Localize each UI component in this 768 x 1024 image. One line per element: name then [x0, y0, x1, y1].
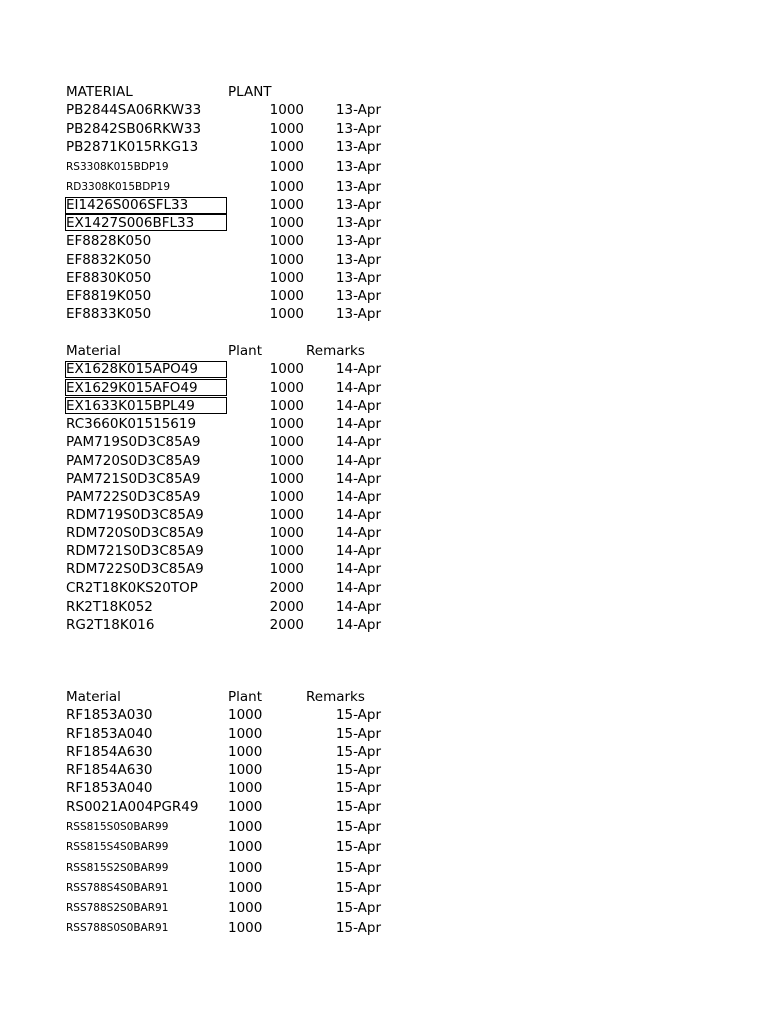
material-cell: RSS788S0S0BAR91	[66, 922, 169, 934]
table-row	[0, 859, 768, 877]
material-cell: RDM720S0D3C85A9	[66, 525, 204, 541]
material-cell: RF1854A630	[66, 744, 153, 760]
date-cell: 15-Apr	[335, 900, 381, 916]
plant-cell: 1000	[269, 159, 304, 175]
material-cell: RDM719S0D3C85A9	[66, 507, 204, 523]
date-cell: 13-Apr	[335, 252, 381, 268]
header-material: MATERIAL	[66, 84, 133, 100]
date-cell: 15-Apr	[335, 819, 381, 835]
table-row	[0, 706, 768, 724]
table-row	[0, 899, 768, 917]
plant-cell: 1000	[269, 252, 304, 268]
table-row	[0, 598, 768, 616]
material-cell: RF1853A040	[66, 780, 153, 796]
date-cell: 15-Apr	[335, 799, 381, 815]
table-row	[0, 488, 768, 506]
plant-cell: 1000	[269, 233, 304, 249]
table-header	[0, 83, 768, 101]
table-row	[0, 196, 768, 214]
date-cell: 14-Apr	[335, 361, 381, 377]
table-header	[0, 688, 768, 706]
table-row	[0, 415, 768, 433]
material-cell: EX1427S006BFL33	[66, 215, 195, 231]
material-cell: EX1629K015AFO49	[66, 380, 198, 396]
date-cell: 14-Apr	[335, 471, 381, 487]
plant-cell: 1000	[269, 102, 304, 118]
table-row	[0, 251, 768, 269]
header-material: Material	[66, 343, 121, 359]
plant-cell: 2000	[269, 617, 304, 633]
table-row	[0, 470, 768, 488]
plant-cell: 1000	[269, 471, 304, 487]
plant-cell: 1000	[269, 139, 304, 155]
header-remarks: Remarks	[306, 343, 365, 359]
material-cell: EX1628K015APO49	[66, 361, 198, 377]
date-cell: 14-Apr	[335, 398, 381, 414]
date-cell: 15-Apr	[335, 726, 381, 742]
plant-cell: 1000	[269, 416, 304, 432]
date-cell: 14-Apr	[335, 507, 381, 523]
material-cell: EF8819K050	[66, 288, 152, 304]
material-cell: PAM722S0D3C85A9	[66, 489, 201, 505]
plant-cell: 1000	[269, 453, 304, 469]
plant-cell: 1000	[269, 543, 304, 559]
table-row	[0, 452, 768, 470]
date-cell: 14-Apr	[335, 380, 381, 396]
header-plant: Plant	[228, 343, 263, 359]
material-cell: RK2T18K052	[66, 599, 153, 615]
plant-cell: 1000	[228, 726, 263, 742]
table-row	[0, 879, 768, 897]
table-row	[0, 524, 768, 542]
date-cell: 14-Apr	[335, 580, 381, 596]
date-cell: 15-Apr	[335, 780, 381, 796]
plant-cell: 1000	[269, 398, 304, 414]
plant-cell: 1000	[228, 900, 263, 916]
material-cell: RF1853A040	[66, 726, 153, 742]
date-cell: 14-Apr	[335, 561, 381, 577]
plant-cell: 1000	[269, 179, 304, 195]
plant-cell: 1000	[269, 507, 304, 523]
table-row	[0, 433, 768, 451]
plant-cell: 1000	[269, 434, 304, 450]
table-row	[0, 743, 768, 761]
material-cell: EX1633K015BPL49	[66, 398, 195, 414]
plant-cell: 1000	[269, 489, 304, 505]
table-row	[0, 397, 768, 415]
date-cell: 13-Apr	[335, 197, 381, 213]
date-cell: 13-Apr	[335, 121, 381, 137]
table-row	[0, 138, 768, 156]
header-plant: Plant	[228, 689, 263, 705]
table-row	[0, 761, 768, 779]
date-cell: 14-Apr	[335, 489, 381, 505]
material-cell: EF8833K050	[66, 306, 152, 322]
material-cell: PB2871K015RKG13	[66, 139, 199, 155]
material-cell: RC3660K01515619	[66, 416, 197, 432]
plant-cell: 1000	[228, 839, 263, 855]
material-cell: RD3308K015BDP19	[66, 181, 171, 193]
table-row	[0, 919, 768, 937]
date-cell: 13-Apr	[335, 270, 381, 286]
plant-cell: 1000	[228, 860, 263, 876]
plant-cell: 1000	[228, 780, 263, 796]
material-cell: PAM720S0D3C85A9	[66, 453, 201, 469]
material-cell: PB2842SB06RKW33	[66, 121, 202, 137]
plant-cell: 2000	[269, 580, 304, 596]
material-cell: RF1853A030	[66, 707, 153, 723]
date-cell: 13-Apr	[335, 139, 381, 155]
material-cell: RDM722S0D3C85A9	[66, 561, 204, 577]
date-cell: 14-Apr	[335, 543, 381, 559]
plant-cell: 1000	[228, 762, 263, 778]
table-row	[0, 818, 768, 836]
date-cell: 15-Apr	[335, 880, 381, 896]
plant-cell: 1000	[228, 707, 263, 723]
plant-cell: 2000	[269, 599, 304, 615]
table-row	[0, 178, 768, 196]
material-cell: RDM721S0D3C85A9	[66, 543, 204, 559]
plant-cell: 1000	[269, 197, 304, 213]
date-cell: 14-Apr	[335, 525, 381, 541]
table-row	[0, 305, 768, 323]
header-remarks: Remarks	[306, 689, 365, 705]
plant-cell: 1000	[269, 121, 304, 137]
table-row	[0, 214, 768, 232]
material-cell: RSS815S0S0BAR99	[66, 821, 169, 833]
date-cell: 15-Apr	[335, 920, 381, 936]
header-material: Material	[66, 689, 121, 705]
date-cell: 14-Apr	[335, 617, 381, 633]
material-cell: EI1426S006SFL33	[66, 197, 189, 213]
material-cell: RG2T18K016	[66, 617, 155, 633]
table-row	[0, 616, 768, 634]
material-cell: PB2844SA06RKW33	[66, 102, 202, 118]
header-plant: PLANT	[228, 84, 272, 100]
table-row	[0, 360, 768, 378]
table-header	[0, 342, 768, 360]
table-row	[0, 579, 768, 597]
date-cell: 15-Apr	[335, 762, 381, 778]
date-cell: 13-Apr	[335, 159, 381, 175]
table-row	[0, 232, 768, 250]
date-cell: 15-Apr	[335, 707, 381, 723]
plant-cell: 1000	[228, 920, 263, 936]
plant-cell: 1000	[269, 361, 304, 377]
plant-cell: 1000	[228, 799, 263, 815]
plant-cell: 1000	[269, 288, 304, 304]
table-row	[0, 506, 768, 524]
table-row	[0, 101, 768, 119]
table-row	[0, 560, 768, 578]
date-cell: 13-Apr	[335, 233, 381, 249]
material-cell: CR2T18K0KS20TOP	[66, 580, 198, 596]
table-row	[0, 158, 768, 176]
plant-cell: 1000	[269, 561, 304, 577]
table-row	[0, 542, 768, 560]
date-cell: 14-Apr	[335, 599, 381, 615]
table-row	[0, 798, 768, 816]
table-row	[0, 287, 768, 305]
date-cell: 15-Apr	[335, 839, 381, 855]
table-row	[0, 379, 768, 397]
material-cell: RSS815S4S0BAR99	[66, 841, 169, 853]
material-cell: EF8830K050	[66, 270, 152, 286]
date-cell: 15-Apr	[335, 744, 381, 760]
table-row	[0, 725, 768, 743]
material-cell: PAM721S0D3C85A9	[66, 471, 201, 487]
plant-cell: 1000	[269, 525, 304, 541]
date-cell: 14-Apr	[335, 453, 381, 469]
date-cell: 13-Apr	[335, 288, 381, 304]
plant-cell: 1000	[269, 380, 304, 396]
plant-cell: 1000	[269, 270, 304, 286]
material-cell: RSS788S2S0BAR91	[66, 902, 169, 914]
material-cell: RS3308K015BDP19	[66, 161, 169, 173]
table-row	[0, 779, 768, 797]
plant-cell: 1000	[228, 880, 263, 896]
material-cell: RF1854A630	[66, 762, 153, 778]
table-row	[0, 838, 768, 856]
date-cell: 13-Apr	[335, 179, 381, 195]
material-cell: EF8828K050	[66, 233, 152, 249]
material-cell: RSS815S2S0BAR99	[66, 862, 169, 874]
date-cell: 13-Apr	[335, 215, 381, 231]
table-row	[0, 120, 768, 138]
date-cell: 14-Apr	[335, 434, 381, 450]
plant-cell: 1000	[228, 819, 263, 835]
plant-cell: 1000	[269, 306, 304, 322]
material-cell: RSS788S4S0BAR91	[66, 882, 169, 894]
date-cell: 15-Apr	[335, 860, 381, 876]
date-cell: 13-Apr	[335, 102, 381, 118]
plant-cell: 1000	[228, 744, 263, 760]
date-cell: 14-Apr	[335, 416, 381, 432]
material-cell: RS0021A004PGR49	[66, 799, 199, 815]
date-cell: 13-Apr	[335, 306, 381, 322]
material-cell: PAM719S0D3C85A9	[66, 434, 201, 450]
plant-cell: 1000	[269, 215, 304, 231]
table-row	[0, 269, 768, 287]
material-cell: EF8832K050	[66, 252, 152, 268]
